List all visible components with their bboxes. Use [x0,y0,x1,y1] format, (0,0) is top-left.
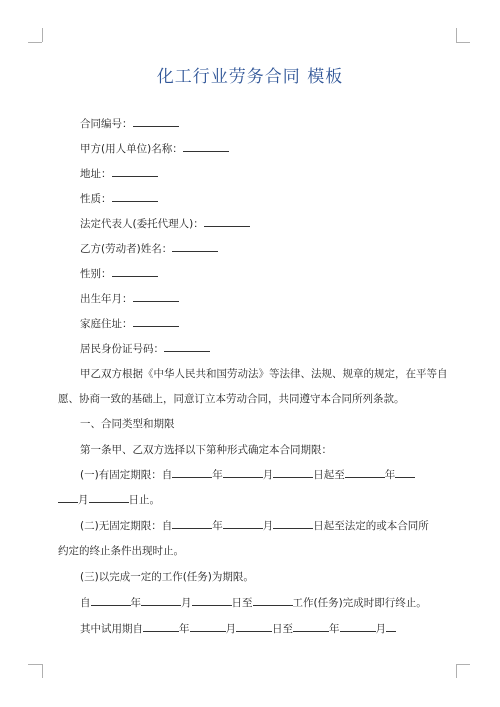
blank-line [340,621,376,632]
field-label: 性别： [80,268,112,280]
blank-line [133,316,179,327]
blank-line [172,241,218,252]
field-label: 出生年月： [80,293,133,305]
blank-line [236,621,272,632]
article-1: 第一条甲、乙双方选择以下第种形式确定本合同期限： [80,444,332,456]
field-label: 合同编号： [80,118,133,130]
day-to-label: 日至 [272,623,293,635]
blank-line [253,595,293,606]
year-label: 年 [212,469,223,481]
day-to-label: 日至 [231,597,253,609]
field-contract-no [80,116,179,131]
probation-prefix: 其中试用期自 [80,623,143,635]
blank-line [112,166,158,177]
blank-line [345,467,385,478]
unfixed-tail: 日起至法定的或本合同所 [313,520,429,532]
blank-line [141,595,181,606]
fixed-term-line [80,467,415,482]
task-term-line [80,595,427,610]
field-birth [80,291,179,306]
blank-line [164,341,210,352]
field-party-a [80,141,229,156]
blank-line [172,467,212,478]
field-label: 地址： [80,168,112,180]
field-label: 甲方(用人单位)名称： [80,143,183,155]
field-label: 家庭住址： [80,318,133,330]
field-label: 性质： [80,193,112,205]
year-label: 年 [130,597,141,609]
blank-line [204,216,250,227]
year-label: 年 [179,623,190,635]
month-label: 月 [262,520,274,532]
blank-line [386,621,396,632]
document-title: 化工行业劳务合同 模板 [156,67,344,87]
unfixed-term-line-2: 约定的终止条件出现时止。 [58,545,184,557]
field-label: 乙方(劳动者)姓名： [80,243,173,255]
month-label-2: 月 [78,494,89,506]
unfixed-prefix: (二)无固定期限：自 [80,520,173,532]
blank-line [58,492,78,503]
blank-line [143,621,179,632]
blank-line [112,266,158,277]
blank-line [190,621,226,632]
blank-line [133,291,179,302]
blank-line [112,191,158,202]
month-label: 月 [225,623,236,635]
from-label: 自 [80,597,91,609]
field-legal-rep [80,216,250,231]
blank-line [192,595,232,606]
blank-line [273,467,313,478]
blank-line [273,518,313,529]
field-address [80,166,158,181]
blank-line [91,595,131,606]
preamble-line-1: 甲乙双方根据《中华人民共和国劳动法》等法律、法规、规章的规定，在平等自 [80,368,448,380]
blank-line [183,141,229,152]
year-label-2: 年 [384,469,396,481]
blank-line [133,116,179,127]
field-nature [80,191,158,206]
blank-line [172,518,212,529]
unfixed-term-line [80,518,429,533]
year-label-2: 年 [329,623,340,635]
field-label: 居民身份证号码： [80,343,164,355]
probation-line [80,621,396,636]
task-tail: 工作(任务)完成时即行终止。 [292,597,427,609]
field-id-no [80,341,210,356]
task-term-heading: (三)以完成一定的工作(任务)为期限。 [80,571,254,583]
month-label: 月 [262,469,274,481]
blank-line [89,492,129,503]
year-label: 年 [212,520,223,532]
section-heading: 一、合同类型和期限 [80,418,175,430]
field-home-address [80,316,179,331]
preamble-line-2: 愿、协商一致的基础上，同意订立本劳动合同，共同遵守本合同所列条款。 [58,393,405,405]
field-party-b [80,241,218,256]
blank-line [395,467,415,478]
blank-line [293,621,329,632]
fixed-prefix: (一)有固定期限：自 [80,469,173,481]
fixed-term-line-2 [58,492,160,507]
field-label: 法定代表人(委托代理人)： [80,218,204,230]
end-label: 日止。 [128,494,160,506]
month-label: 月 [181,597,192,609]
field-gender [80,266,158,281]
day-from-label: 日起至 [313,469,345,481]
blank-line [223,467,263,478]
month-label-2: 月 [375,623,386,635]
blank-line [223,518,263,529]
